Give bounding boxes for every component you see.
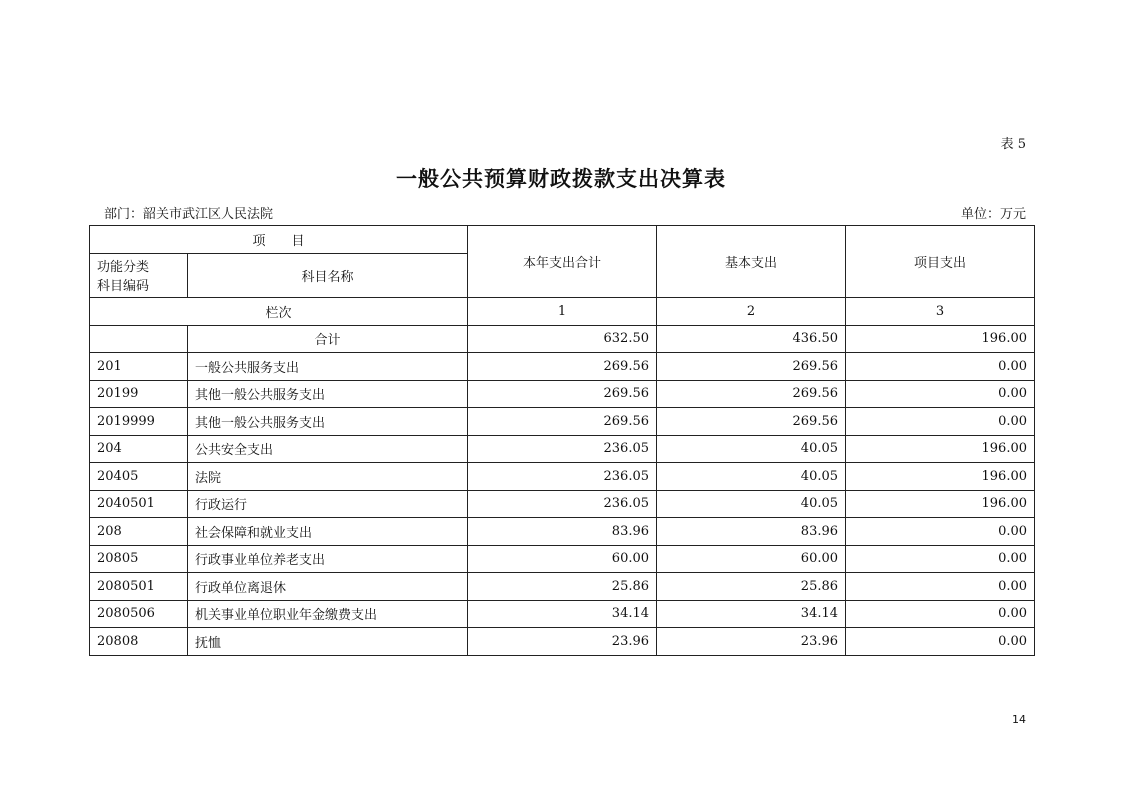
table-row: [90, 463, 1035, 491]
row-total: 60.00: [468, 545, 657, 573]
table-row: [90, 573, 1035, 601]
total-label: 合计: [188, 325, 468, 353]
row-project: 0.00: [846, 600, 1035, 628]
row-project: 0.00: [846, 628, 1035, 656]
header-func-code-line2: 科目编码: [97, 278, 150, 294]
seq-3: 3: [846, 298, 1035, 326]
seq-label: 栏次: [90, 298, 468, 326]
row-basic: 269.56: [657, 408, 846, 436]
total-row: [90, 325, 1035, 353]
row-project: 0.00: [846, 545, 1035, 573]
row-project: 0.00: [846, 408, 1035, 436]
row-name: 抚恤: [188, 628, 468, 656]
row-code: 20199: [90, 380, 188, 408]
table-row: [90, 600, 1035, 628]
row-name: 其他一般公共服务支出: [188, 380, 468, 408]
total-basic: 436.50: [657, 325, 846, 353]
header-total-col: 本年支出合计: [468, 226, 657, 298]
seq-2: 2: [657, 298, 846, 326]
row-basic: 25.86: [657, 573, 846, 601]
header-item: 项 目: [90, 226, 468, 254]
row-basic: 269.56: [657, 380, 846, 408]
header-func-code-line1: 功能分类: [97, 259, 150, 275]
row-code: 2080506: [90, 600, 188, 628]
row-name: 社会保障和就业支出: [188, 518, 468, 546]
row-name: 其他一般公共服务支出: [188, 408, 468, 436]
table-row: [90, 353, 1035, 381]
row-total: 25.86: [468, 573, 657, 601]
row-project: 0.00: [846, 518, 1035, 546]
row-code: 201: [90, 353, 188, 381]
table-number-label: 表 5: [1000, 137, 1026, 152]
header-project-col: 项目支出: [846, 226, 1035, 298]
row-total: 269.56: [468, 408, 657, 436]
row-basic: 40.05: [657, 490, 846, 518]
table-row: [90, 518, 1035, 546]
row-code: 20405: [90, 463, 188, 491]
row-basic: 34.14: [657, 600, 846, 628]
total-project: 196.00: [846, 325, 1035, 353]
row-code: 20808: [90, 628, 188, 656]
row-total: 269.56: [468, 380, 657, 408]
table-row: [90, 380, 1035, 408]
total-total: 632.50: [468, 325, 657, 353]
department-label: 部门：韶关市武江区人民法院: [104, 207, 274, 222]
unit-label: 单位：万元: [960, 207, 1026, 222]
row-total: 236.05: [468, 490, 657, 518]
row-project: 196.00: [846, 490, 1035, 518]
sequence-row: [90, 298, 1035, 326]
seq-1: 1: [468, 298, 657, 326]
header-subject-name: 科目名称: [188, 254, 468, 298]
row-name: 法院: [188, 463, 468, 491]
table-row: [90, 408, 1035, 436]
row-basic: 40.05: [657, 435, 846, 463]
row-code: 2019999: [90, 408, 188, 436]
row-basic: 83.96: [657, 518, 846, 546]
row-code: 2040501: [90, 490, 188, 518]
row-name: 机关事业单位职业年金缴费支出: [188, 600, 468, 628]
row-name: 行政运行: [188, 490, 468, 518]
table-body: [90, 226, 1035, 656]
row-name: 行政事业单位养老支出: [188, 545, 468, 573]
row-project: 196.00: [846, 463, 1035, 491]
row-project: 0.00: [846, 573, 1035, 601]
row-basic: 269.56: [657, 353, 846, 381]
table-row: [90, 628, 1035, 656]
row-total: 83.96: [468, 518, 657, 546]
row-total: 269.56: [468, 353, 657, 381]
page-title: 一般公共预算财政拨款支出决算表: [396, 166, 726, 191]
row-name: 行政单位离退休: [188, 573, 468, 601]
header-row-top: [90, 226, 1035, 254]
row-basic: 40.05: [657, 463, 846, 491]
table-row: [90, 490, 1035, 518]
expenditure-table: [89, 225, 1035, 656]
table-row: [90, 435, 1035, 463]
page-number: 14: [1012, 713, 1026, 726]
row-name: 一般公共服务支出: [188, 353, 468, 381]
header-basic-col: 基本支出: [657, 226, 846, 298]
row-code: 204: [90, 435, 188, 463]
row-code: 208: [90, 518, 188, 546]
row-project: 196.00: [846, 435, 1035, 463]
row-project: 0.00: [846, 380, 1035, 408]
row-total: 34.14: [468, 600, 657, 628]
row-project: 0.00: [846, 353, 1035, 381]
table-row: [90, 545, 1035, 573]
row-basic: 23.96: [657, 628, 846, 656]
total-code-cell: [90, 325, 188, 353]
header-func-code: [90, 254, 188, 298]
row-basic: 60.00: [657, 545, 846, 573]
row-code: 2080501: [90, 573, 188, 601]
row-total: 236.05: [468, 435, 657, 463]
row-code: 20805: [90, 545, 188, 573]
row-total: 236.05: [468, 463, 657, 491]
row-total: 23.96: [468, 628, 657, 656]
row-name: 公共安全支出: [188, 435, 468, 463]
